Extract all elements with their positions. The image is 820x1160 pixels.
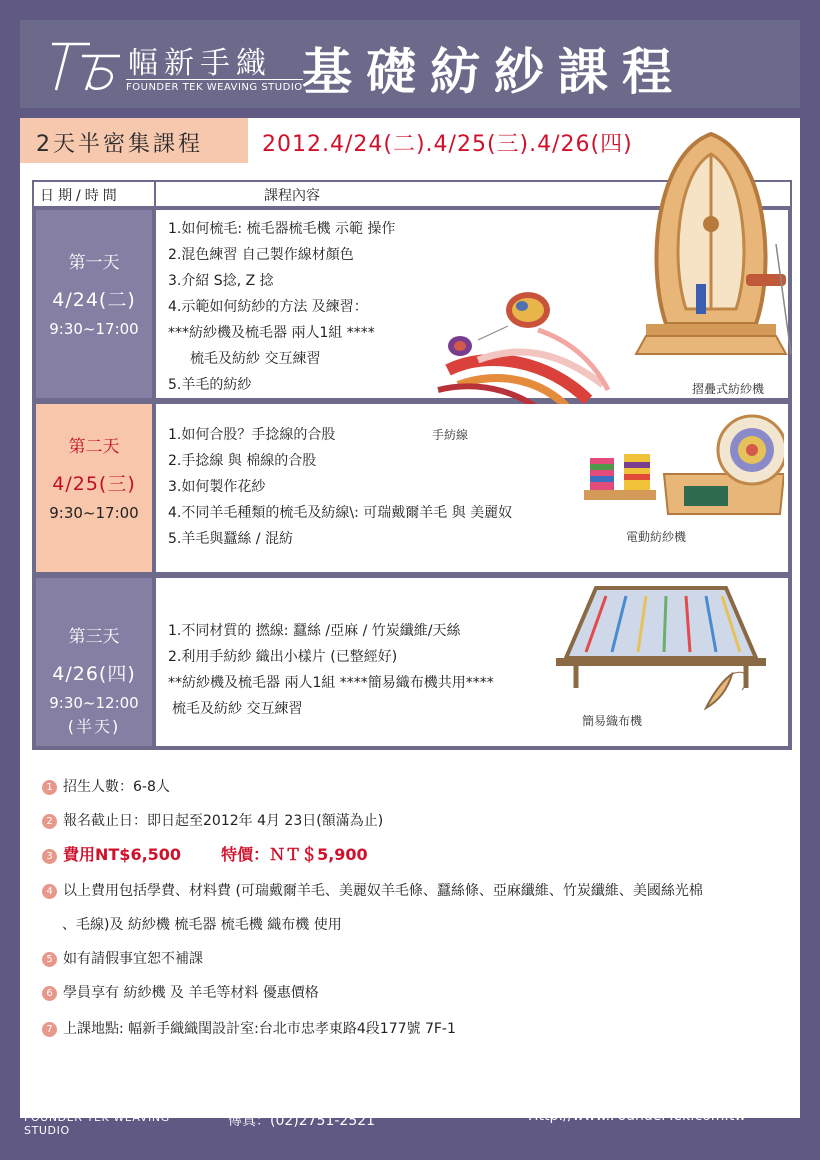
day-3-name: 第三天 (68, 627, 120, 647)
simple-loom-image (556, 578, 786, 718)
page-header (20, 20, 800, 108)
schedule-table (32, 180, 792, 750)
day-2-time: 9:30~17:00 (49, 504, 139, 522)
note-number: 5 (42, 952, 57, 967)
day-2-line: 2.手捻線 與 棉線的合股 (168, 453, 317, 469)
note-item (42, 948, 203, 968)
footer-phone: 電話：(02)2781-1699，(02)2741-9007 (228, 1091, 495, 1107)
note-continuation: 、毛線)及 紡紗機 梳毛器 梳毛機 織布機 使用 (62, 917, 342, 933)
day-2-cell (36, 404, 152, 572)
day-3-time: 9:30~12:00 (49, 694, 139, 712)
day-2-line: 1.如何合股？手捻線的合股 (168, 427, 336, 443)
note-number: 2 (42, 814, 57, 829)
logo-english: FOUNDER TEK WEAVING STUDIO (126, 79, 303, 93)
day-1-time: 9:30~17:00 (49, 320, 139, 338)
note-number: 3 (42, 849, 57, 864)
day-1-line: 3.介紹 S捻, Z 捻 (168, 273, 274, 289)
main-panel (20, 118, 800, 1118)
fee-regular: 費用NT$6,500 (63, 845, 182, 864)
day-1-line: 4.示範如何紡紗的方法 及練習： (168, 299, 368, 315)
note-item (42, 776, 170, 796)
footer-brand-chinese: 幅新手織 (26, 1072, 210, 1112)
day-3-line: **紡紗機及梳毛器 兩人1組 ****簡易織布機共用**** (168, 675, 494, 691)
day-3-date: 4/26(四) (52, 663, 136, 685)
note-item (42, 810, 383, 830)
note-text: 上課地點: 幅新手織織閨設計室:台北市忠孝東路4段177號 7F-1 (63, 1021, 456, 1037)
day-2-date: 4/25(三) (52, 473, 136, 495)
day-3-half-day: (半天) (67, 717, 121, 736)
note-text: 如有請假事宜恕不補課 (63, 951, 203, 967)
day-1-cell (36, 210, 152, 398)
note-text: 報名截止日：即日起至2012年 4月 23日(額滿為止) (63, 813, 384, 829)
day-2-line: 3.如何製作花紗 (168, 479, 266, 495)
day-1-date: 4/24(二) (52, 289, 136, 311)
day-1-line: 梳毛及紡紗 交互練習 (190, 351, 321, 367)
day-1-line: ***紡紗機及梳毛器 兩人1組 **** (168, 325, 375, 341)
note-item (42, 842, 368, 865)
header-course-content: 課程內容 (264, 188, 320, 204)
day-3-line: 2.利用手紡紗 織出小樣片 (已整經好) (168, 649, 398, 665)
day-2-content (156, 404, 788, 572)
day-3-line: 梳毛及紡紗 交互練習 (172, 701, 303, 717)
footer-email[interactable]: E-Mail:service@foundertek.com.tw (528, 1086, 772, 1102)
day-2-name: 第二天 (68, 437, 120, 457)
day-1-content (156, 210, 788, 398)
day-3-line: 1.不同材質的 撚線: 蠶絲 /亞麻 / 竹炭纖維/天絲 (168, 623, 461, 639)
founder-tek-logo-icon (46, 38, 126, 94)
folding-spinning-wheel-image (626, 124, 796, 369)
note-text: 以上費用包括學費、材料費 (可瑞戴爾羊毛、美麗奴羊毛條、蠶絲條、亞麻纖維、竹炭纖維、美國絲光棉 (63, 883, 703, 899)
day-2-line: 5.羊毛與蠶絲 / 混紡 (168, 531, 293, 547)
day-1-line: 2.混色練習 自己製作線材顏色 (168, 247, 354, 263)
note-item (42, 1018, 456, 1038)
electric-spinner-image (584, 414, 784, 524)
fee-special: 特價：ＮＴ＄5,900 (221, 845, 368, 864)
note-item (42, 880, 703, 900)
logo-chinese: 幅新手織 (128, 46, 272, 81)
header-date-time: 日期/時間 (40, 188, 121, 204)
footer-website[interactable]: Http://www.FounderTek.com.tw (528, 1108, 746, 1124)
folding-wheel-caption: 摺疊式紡紗機 (692, 382, 765, 396)
note-item (42, 982, 319, 1002)
course-dates: 2012.4/24(二).4/25(三).4/26(四) (262, 132, 633, 157)
day-2-line: 4.不同羊毛種類的梳毛及紡線\: 可瑞戴爾羊毛 與 美麗奴 (168, 505, 513, 521)
day-1-line: 5.羊毛的紡紗 (168, 377, 252, 393)
note-number: 6 (42, 986, 57, 1001)
day-1-line: 1.如何梳毛: 梳毛器梳毛機 示範 操作 (168, 221, 396, 237)
note-text: 招生人數：6-8人 (63, 779, 170, 795)
note-number: 1 (42, 780, 57, 795)
day-1-name: 第一天 (68, 253, 120, 273)
note-number: 4 (42, 884, 57, 899)
simple-loom-caption: 簡易織布機 (582, 714, 643, 728)
footer-brand-english: FOUNDER TEK WEAVING STUDIO (24, 1107, 212, 1137)
day-3-content (156, 578, 788, 746)
note-text: 學員享有 紡紗機 及 羊毛等材料 優惠價格 (63, 985, 319, 1001)
page-footer (0, 1054, 820, 1160)
electric-spinner-caption: 電動紡紗機 (626, 530, 687, 544)
handspun-caption: 手紡線 (432, 428, 469, 442)
day-3-cell (36, 578, 152, 746)
footer-fax: 傳真：(02)2751-2521 (228, 1113, 376, 1129)
header-divider (154, 182, 156, 206)
footer-address: 台北市忠孝東路四段177號7樓之1(捷運板南縣忠孝敦化站1號出口，頂呱呱樓上) (228, 1069, 727, 1085)
page-title: 基礎紡紗課程 (302, 42, 686, 101)
course-duration-tag: 2天半密集課程 (20, 118, 248, 163)
note-number: 7 (42, 1022, 57, 1037)
